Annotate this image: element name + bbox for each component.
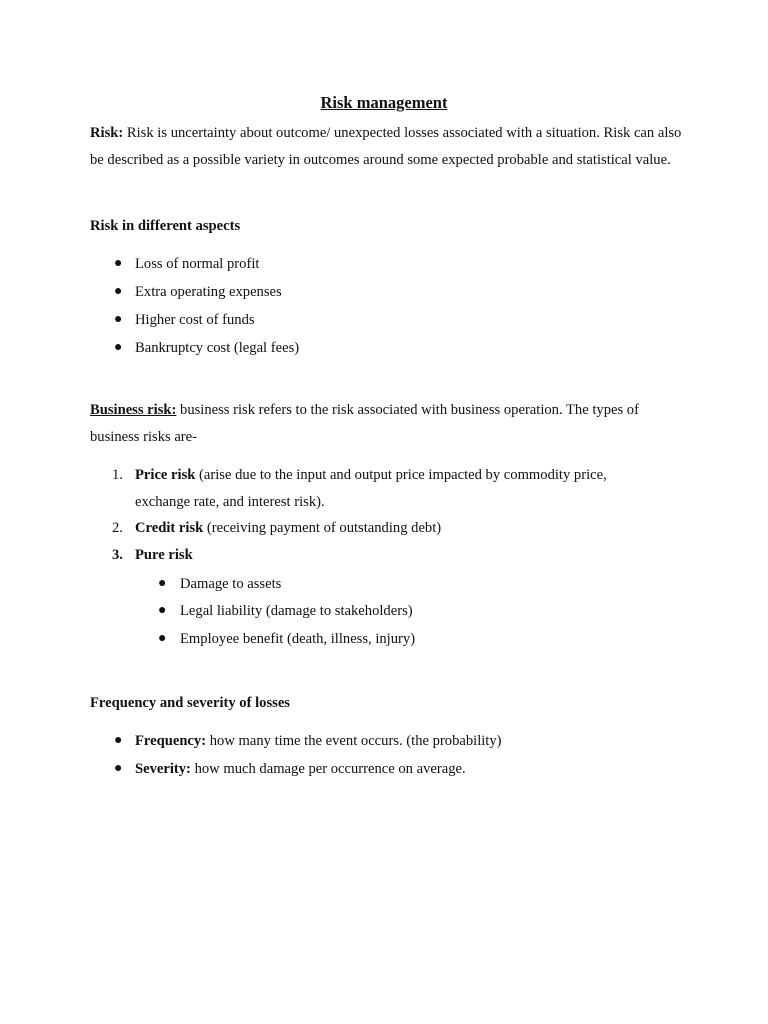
credit-risk-desc: (receiving payment of outstanding debt): [203, 520, 442, 536]
risk-text: Risk is uncertainty about outcome/ unexpected losses associated with a situation. Risk can also be described as a possible variety in outcomes around some expected probable and statistical value.: [90, 125, 682, 168]
bullet-icon: ●: [158, 631, 167, 646]
list-item-text: [135, 542, 655, 569]
aspect-item: Higher cost of funds: [135, 312, 255, 328]
frequency-item: [135, 731, 502, 751]
pure-risk-item: Damage to assets: [180, 576, 282, 592]
business-risk-text: business risk refers to the risk associated with business operation. The types of business risks are-: [90, 402, 639, 445]
list-item: [90, 601, 690, 621]
pure-risk-term: Pure risk: [135, 547, 193, 563]
aspect-item: Bankruptcy cost (legal fees): [135, 340, 300, 356]
pure-risk-item: Legal liability (damage to stakeholders): [180, 603, 413, 619]
severity-item: [135, 759, 466, 779]
bullet-icon: ●: [114, 312, 123, 327]
list-item: [90, 629, 690, 649]
list-item: [90, 338, 690, 358]
list-number: 1.: [112, 467, 123, 483]
aspect-item: Extra operating expenses: [135, 284, 282, 300]
business-risk-definition: [90, 397, 690, 451]
list-item-text: [135, 462, 655, 516]
bullet-icon: ●: [114, 733, 123, 748]
list-item: [90, 254, 690, 274]
list-item: [90, 282, 690, 302]
frequency-heading: Frequency and severity of losses: [90, 695, 290, 711]
price-risk-term: Price risk: [135, 467, 196, 483]
list-item: [90, 731, 690, 751]
business-risk-term: Business risk:: [90, 402, 177, 418]
list-number: 2.: [112, 520, 123, 536]
frequency-term: Frequency:: [135, 733, 207, 749]
aspect-item: Loss of normal profit: [135, 256, 260, 272]
frequency-text: how many time the event occurs. (the probability): [206, 733, 502, 749]
bullet-icon: ●: [114, 256, 123, 271]
bullet-icon: ●: [114, 284, 123, 299]
credit-risk-term: Credit risk: [135, 520, 204, 536]
bullet-icon: ●: [158, 603, 167, 618]
bullet-icon: ●: [114, 340, 123, 355]
bullet-icon: ●: [158, 576, 167, 591]
severity-term: Severity:: [135, 761, 191, 777]
list-number: 3.: [112, 547, 123, 563]
pure-risk-item: Employee benefit (death, illness, injury): [180, 631, 416, 647]
list-item: [90, 310, 690, 330]
price-risk-desc: (arise due to the input and output price impacted by commodity price, exchange rate, and interest risk).: [135, 467, 607, 510]
risk-term: Risk:: [90, 125, 124, 141]
list-item-text: [135, 515, 655, 542]
bullet-icon: ●: [114, 761, 123, 776]
list-item: [90, 574, 690, 594]
page-title: Risk management: [320, 93, 448, 112]
list-item: [90, 759, 690, 779]
risk-definition: [90, 120, 690, 174]
aspects-heading: Risk in different aspects: [90, 218, 241, 234]
severity-text: how much damage per occurrence on average.: [190, 761, 466, 777]
